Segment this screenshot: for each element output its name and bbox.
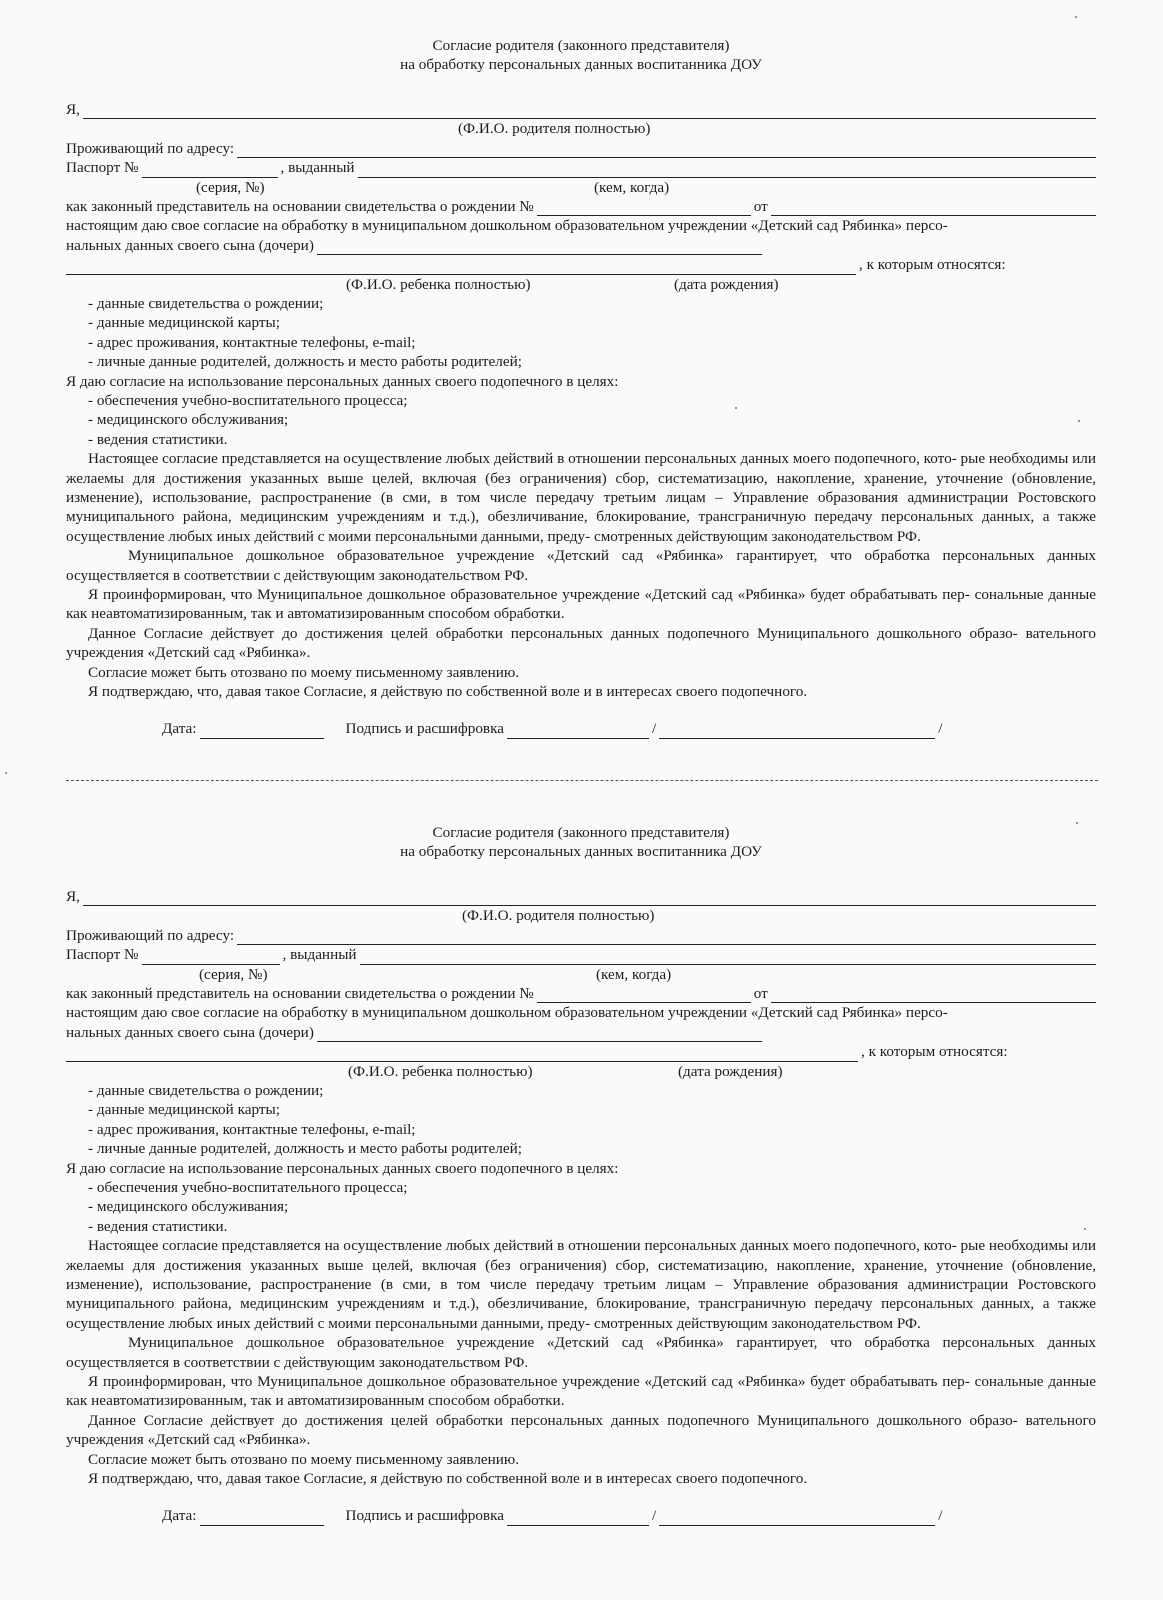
scan-speck: [1075, 16, 1077, 18]
address-label: Проживающий по адресу:: [66, 139, 235, 157]
representative-label: как законный представитель на основании свидетельства о рождении №: [66, 984, 534, 1002]
parent-caption-row: [66, 119, 1096, 138]
data-list: [66, 294, 1096, 372]
scan-speck: [735, 407, 737, 409]
i-label: Я,: [66, 887, 80, 905]
parent-name-field[interactable]: [83, 104, 1096, 119]
child-name-caption: (Ф.И.О. ребенка полностью): [348, 1062, 533, 1080]
child-caption-row: [66, 275, 1096, 294]
paragraph-guarantee: Муниципальное дошкольное образовательное учреждение «Детский сад «Рябинка» гарантирует, что обработка персональных данных осуществляется в соответствии с действующим законодательством РФ.: [66, 547, 1096, 584]
address-row: [66, 139, 1096, 158]
title-line-2: на обработку персональных данных воспитанника ДОУ: [400, 56, 762, 73]
parent-name-caption: (Ф.И.О. родителя полностью): [462, 907, 655, 925]
parent-name-row: [66, 887, 1096, 906]
certificate-row: [66, 197, 1096, 216]
consent-form-top: [66, 36, 1096, 739]
list-item: - обеспечения учебно-воспитательного процесса;: [88, 391, 408, 409]
signature-label: Подпись и расшифровка: [345, 720, 504, 738]
paragraph-revocation: Согласие может быть отозвано по моему письменному заявлению.: [88, 1450, 520, 1468]
passport-caption-row: [66, 178, 1096, 197]
i-label: Я,: [66, 100, 80, 118]
passport-issuer-field[interactable]: [360, 950, 1096, 965]
certificate-date-field[interactable]: [771, 201, 1096, 216]
list-item: - медицинского обслуживания;: [88, 1198, 289, 1216]
child-caption-row: [66, 1062, 1096, 1081]
passport-number-field[interactable]: [142, 163, 278, 178]
list-item: - адрес проживания, контактные телефоны, e-mail;: [88, 1120, 416, 1138]
address-field[interactable]: [237, 930, 1096, 945]
child-row: [66, 1023, 1096, 1042]
passport-caption-row: [66, 965, 1096, 984]
slash-separator: /: [651, 1507, 657, 1525]
list-item: - данные медицинской карты;: [88, 1101, 280, 1119]
data-list: [66, 1081, 1096, 1159]
issued-label: , выданный: [282, 946, 357, 964]
list-item: - личные данные родителей, должность и место работы родителей;: [88, 353, 522, 371]
signature-row: [66, 1506, 1096, 1525]
title-line-1: Согласие родителя (законного представителя): [432, 824, 730, 841]
date-label: Дата:: [162, 720, 197, 738]
paragraph-validity: Данное Согласие действует до достижения целей обработки персональных данных подопечного Муниципального дошкольного образо- вательного учреждения «Детский сад «Рябинка».: [66, 624, 1096, 662]
slash-separator: /: [938, 1507, 943, 1525]
consent-line-1: настоящим даю свое согласие на обработку в муниципальном дошкольном образовательном учреждении «Детский сад Рябинка» персо-: [66, 1004, 948, 1022]
birth-date-caption: (дата рождения): [674, 275, 779, 293]
parent-name-caption: (Ф.И.О. родителя полностью): [458, 120, 651, 138]
signature-transcript-field[interactable]: [659, 724, 935, 739]
list-item: - данные свидетельства о рождении;: [88, 1081, 324, 1099]
paragraph-informed: Я проинформирован, что Муниципальное дошкольное образовательное учреждение «Детский сад «Рябинка» будет обрабатывать пер- сональные данные как неавтоматизированным, так и автоматизированным способом обработки.: [66, 1373, 1096, 1410]
slash-separator: /: [651, 720, 657, 738]
form-title: [66, 823, 1096, 861]
relates-label: , к которым относятся:: [859, 256, 1006, 274]
signature-transcript-field[interactable]: [659, 1511, 935, 1526]
parent-caption-row: [66, 906, 1096, 925]
list-item: - обеспечения учебно-воспитательного процесса;: [88, 1178, 408, 1196]
paragraph-confirmation: Я подтверждаю, что, давая такое Согласие, я действую по собственной воле и в интересах своего подопечного.: [88, 1470, 808, 1488]
issuer-caption: (кем, когда): [594, 178, 670, 196]
purpose-intro: Я даю согласие на использование персональных данных своего подопечного в целях:: [66, 372, 619, 390]
list-item: - ведения статистики.: [88, 430, 228, 448]
purpose-list: [66, 1178, 1096, 1236]
child-row: [66, 236, 1096, 255]
scan-speck: [1076, 822, 1078, 824]
parent-name-field[interactable]: [83, 891, 1096, 906]
form-title: [66, 36, 1096, 74]
address-row: [66, 926, 1096, 945]
child-birth-field[interactable]: [66, 260, 856, 275]
child-name-field[interactable]: [317, 1027, 762, 1042]
list-item: - адрес проживания, контактные телефоны, e-mail;: [88, 333, 416, 351]
paragraph-revocation: Согласие может быть отозвано по моему письменному заявлению.: [88, 663, 520, 681]
child-name-caption: (Ф.И.О. ребенка полностью): [346, 275, 531, 293]
address-label: Проживающий по адресу:: [66, 926, 235, 944]
from-label: от: [753, 984, 768, 1002]
list-item: - личные данные родителей, должность и место работы родителей;: [88, 1140, 522, 1158]
issuer-caption: (кем, когда): [596, 965, 672, 983]
passport-issuer-field[interactable]: [358, 163, 1096, 178]
cut-line: [66, 780, 1098, 781]
passport-row: [66, 158, 1096, 177]
title-line-1: Согласие родителя (законного представителя): [432, 37, 730, 54]
relates-label: , к которым относятся:: [861, 1043, 1008, 1061]
child-birth-field[interactable]: [66, 1047, 858, 1062]
list-item: - данные медицинской карты;: [88, 314, 280, 332]
list-item: - ведения статистики.: [88, 1217, 228, 1235]
series-caption: (серия, №): [196, 178, 265, 196]
representative-label: как законный представитель на основании свидетельства о рождении №: [66, 197, 534, 215]
signature-label: Подпись и расшифровка: [345, 1507, 504, 1525]
title-line-2: на обработку персональных данных воспитанника ДОУ: [400, 843, 762, 860]
consent-line-2: нальных данных своего сына (дочери): [66, 236, 314, 254]
certificate-row: [66, 984, 1096, 1003]
consent-line-2: нальных данных своего сына (дочери): [66, 1023, 314, 1041]
scan-speck: [1084, 1228, 1086, 1230]
signature-field[interactable]: [507, 724, 649, 739]
consent-line-1: настоящим даю свое согласие на обработку в муниципальном дошкольном образовательном учреждении «Детский сад Рябинка» персо-: [66, 217, 948, 235]
paragraph-confirmation: Я подтверждаю, что, давая такое Согласие, я действую по собственной воле и в интересах своего подопечного.: [88, 683, 808, 701]
passport-row: [66, 945, 1096, 964]
parent-name-row: [66, 100, 1096, 119]
child-birth-row: [66, 1042, 1096, 1061]
series-caption: (серия, №): [199, 965, 268, 983]
consent-form-bottom: [66, 823, 1096, 1526]
from-label: от: [753, 197, 768, 215]
birth-date-caption: (дата рождения): [678, 1062, 783, 1080]
passport-label: Паспорт №: [66, 159, 139, 177]
child-birth-row: [66, 255, 1096, 274]
scan-speck: [1078, 420, 1080, 422]
passport-label: Паспорт №: [66, 946, 139, 964]
paragraph-informed: Я проинформирован, что Муниципальное дошкольное образовательное учреждение «Детский сад «Рябинка» будет обрабатывать пер- сональные данные как неавтоматизированным, так и автоматизированным способом обработки.: [66, 586, 1096, 623]
signature-row: [66, 719, 1096, 738]
scan-speck: [5, 772, 7, 774]
certificate-number-field[interactable]: [537, 988, 751, 1003]
certificate-date-field[interactable]: [771, 988, 1096, 1003]
certificate-number-field[interactable]: [537, 201, 751, 216]
slash-separator: /: [938, 720, 943, 738]
date-field[interactable]: [200, 1511, 324, 1526]
passport-number-field[interactable]: [142, 950, 280, 965]
issued-label: , выданный: [280, 159, 355, 177]
address-field[interactable]: [237, 143, 1096, 158]
child-name-field[interactable]: [317, 240, 762, 255]
paragraph-validity: Данное Согласие действует до достижения целей обработки персональных данных подопечного Муниципального дошкольного образо- вательного учреждения «Детский сад «Рябинка».: [66, 1411, 1096, 1449]
list-item: - медицинского обслуживания;: [88, 411, 289, 429]
date-field[interactable]: [200, 724, 324, 739]
purpose-list: [66, 391, 1096, 449]
paragraph-actions: Настоящее согласие представляется на осуществление любых действий в отношении персональных данных моего подопечного, кото- рые необходимы или желаемы для достижения указанных выше целей, включая (без ограничения) сбор, систематизацию, накопление, хранение, уточнение (обновление, изменение), использование, распространение (в сми, в том числе передачу третьим лицам – Управление образования администрации Ростовского муниципального района, медицинским учреждениям и т.д.), обезличивание, блокирование, трансграничную передачу персональных данных, а также осуществление любых иных действий с моими персональными данными, преду- смотренных действующим законодательством РФ.: [66, 1237, 1096, 1332]
paragraph-actions: Настоящее согласие представляется на осуществление любых действий в отношении персональных данных моего подопечного, кото- рые необходимы или желаемы для достижения указанных выше целей, включая (без ограничения) сбор, систематизацию, накопление, хранение, уточнение (обновление, изменение), использование, распространение (в сми, в том числе передачу третьим лицам – Управление образования администрации Ростовского муниципального района, медицинским учреждениям и т.д.), обезличивание, блокирование, трансграничную передачу персональных данных, а также осуществление любых иных действий с моими персональными данными, преду- смотренных действующим законодательством РФ.: [66, 450, 1096, 545]
signature-field[interactable]: [507, 1511, 649, 1526]
list-item: - данные свидетельства о рождении;: [88, 294, 324, 312]
paragraph-guarantee: Муниципальное дошкольное образовательное учреждение «Детский сад «Рябинка» гарантирует, что обработка персональных данных осуществляется в соответствии с действующим законодательством РФ.: [66, 1334, 1096, 1371]
date-label: Дата:: [162, 1507, 197, 1525]
purpose-intro: Я даю согласие на использование персональных данных своего подопечного в целях:: [66, 1159, 619, 1177]
